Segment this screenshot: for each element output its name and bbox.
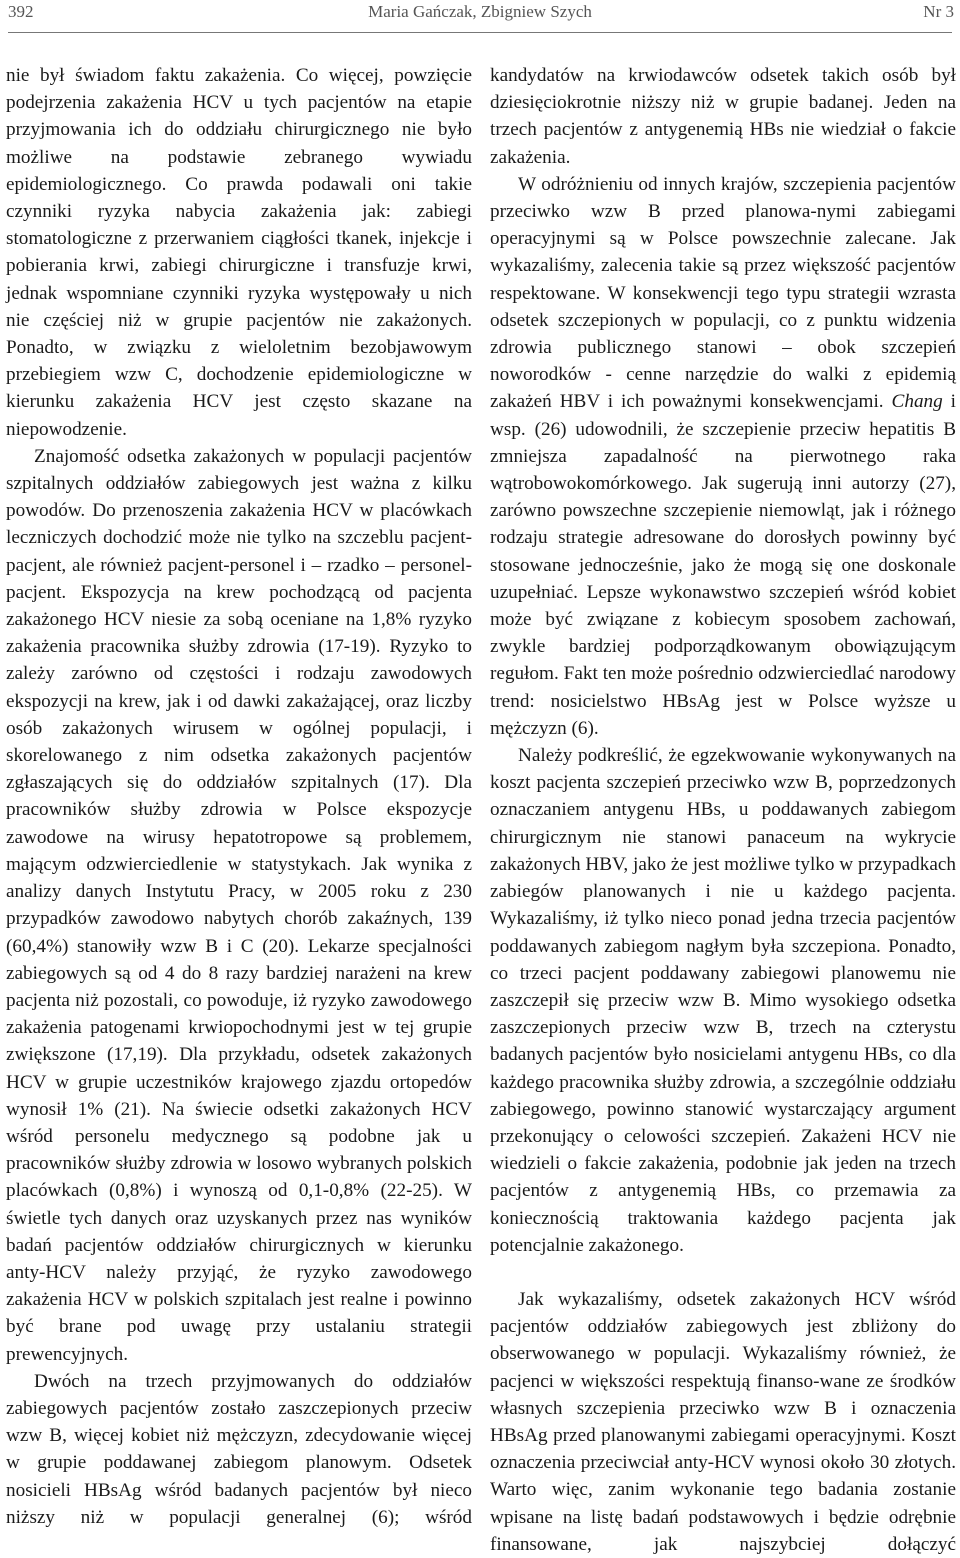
paragraph: Należy podkreślić, że egzekwowanie wykonywanych na koszt pacjenta szczepień przeciwko wzw B, poprzedzonych oznaczaniem antygenu HBs, u poddawanych zabiegom chirurgicznym nie stanowi panaceum na wykrycie zakażonych HBV, jako że jest możliwe tylko w przypadkach zabiegów planowanych i nie u każdego pacjenta. Wykazaliśmy, iż tylko nieco ponad jedna trzecia pacjentów poddawanych zabiegom nagłym była szczepiona. Ponadto, co trzeci pacjent poddawany zabiegowi planowemu nie zaszczepił się przeciw wzw B. Mimo wysokiego odsetka zaszczepionych przeciw wzw B, trzech na czterystu badanych pacjentów było nosicielami antygenu HBs, co dla każdego pracownika służby zdrowia, a szczególnie oddziału zabiegowego, powinno stanowić wystarczający argument przekonujący o celowości szczepień. Zakażeni HCV nie wiedzieli o fakcie zakażenia, podobnie jak jeden na trzech pacjentów z antygenemią HBs, co przemawia za koniecznością traktowania każdego pacjenta jak potencjalnie zakażonego. xyxy=(490,745,956,1256)
paragraph xyxy=(490,171,956,742)
paragraph: Znajomość odsetka zakażonych w populacji pacjentów szpitalnych oddziałów zabiegowych jest ważna z kilku powodów. Do przenoszenia zakażenia HCV w placówkach leczniczych dochodzić może nie tylko na szczeblu pacjent-pacjent, ale również pacjent-personel i – rzadko – personel-pacjent. Ekspozycja na krew pochodzącą od pacjenta zakażonego HCV niesie za sobą oceniane na 1,8% ryzyko zakażenia pracownika służby zdrowia (17-19). Ryzyko to zależy zarówno od częstości i rodzaju zawodowych ekspozycji na krew, jak i od dawki zakażającej, oraz liczby osób zakażonych wirusem w ogólnej populacji, i skorelowanego z nim odsetka zakażonych pacjentów zgłaszających się do oddziałów szpitalnych (17). Dla pracowników służby zdrowia w Polsce ekspozycje zawodowe na wirusy hepatotropowe są problemem, mającym odzwierciedlenie w statystykach. Jak wynika z analizy danych Instytutu Pracy, w 2005 roku z 230 przypadków zawodowo nabytych chorób zakaźnych, 139 (60,4%) stanowiły wzw B i C (20). Lekarze specjalności zabiegowych są od 4 do 8 razy bardziej narażeni na krew pacjenta niż pozostali, co powoduje, iż ryzyko zawodowego zakażenia patogenami krwiopochodnymi jest w tej grupie zwiększone (17,19). Dla przykładu, odsetek zakażonych HCV w grupie uczestników krajowego zjazdu ortopedów wynosił 1% (21). Na świecie odsetki zakażonych HCV wśród personelu medycznego są podobne jak u pracowników służby zdrowia w losowo wybranych polskich placówkach (0,8%) i wynoszą od 0,1-0,8% (22-25). W świetle tych danych oraz uzyskanych przez nas wyników badań pacjentów oddziałów chirurgicznych w kierunku anty-HCV należy przyjąć, że ryzyko zawodowego zakażenia HCV w polskich szpitalach jest realne i powinno być brane pod uwagę przy ustalaniu strategii prewencyjnych. xyxy=(6,445,472,1365)
paragraph-text: i wsp. (26) udowodnili, że szczepienie przeciw hepatitis B zmniejsza zapadalność na pierwotnego raka wątrobowokomórkowego. Jak sugerują inni autorzy (27), zarówno powszechne szczepienie niemowląt, jak i różnego rodzaju strategie adresowane do dorosłych powinny być stosowane jednocześnie, jako że mogą się one doskonale uzupełniać. Lepsze wykonawstwo szczepień wśród kobiet może być związane z kobiecym sposobem zachowań, zwykle bardziej podporządkowanym obowiązującym regułom. Fakt ten może pośrednio odzwierciedlać narodowy trend: nosicielstwo HBsAg jest w Polsce wyższe u mężczyzn (6). xyxy=(490,391,956,739)
paragraph: kandydatów na krwiodawców odsetek takich osób był dziesięciokrotnie niższy niż w grupie badanej. Jeden na trzech pacjentów z antygenemią HBs nie wiedział o fakcie zakażenia. xyxy=(490,65,956,168)
page-number: 392 xyxy=(8,2,34,21)
issue-number: Nr 3 xyxy=(923,2,954,21)
right-column xyxy=(490,62,956,1558)
author-name: Chang xyxy=(891,391,943,413)
header-rule xyxy=(8,32,952,33)
paragraph: Dwóch na trzech przyjmowanych do oddziałów zabiegowych pacjentów zostało zaszczepionych przeciw wzw B, więcej kobiet niż mężczyzn, zdecydowanie więcej w grupie poddawanej zabiegom planowym. Odsetek nosicieli HBsAg wśród badanych pacjentów był nieco niższy niż w populacji generalnej (6); wśród xyxy=(6,1370,472,1528)
page-header xyxy=(0,0,960,26)
paragraph-text: W odróżnieniu od innych krajów, szczepienia pacjentów przeciwko wzw B przed planowa-nymi zabiegami operacyjnymi są w Polsce powszechnie zalecane. Jak wykazaliśmy, zalecenia takie są przez większość pacjentów respektowane. W konsekwencji tego typu strategii wzrasta odsetek szczepionych w populacji, co z punktu widzenia zdrowia publicznego stanowi – obok szczepień noworodków - cenne narzędzie do walki z epidemią zakażeń HBV i ich poważnymi konsekwencjami. xyxy=(490,173,956,413)
paragraph: nie był świadom faktu zakażenia. Co więcej, powzięcie podejrzenia zakażenia HCV u tych pacjentów na etapie przyjmowania ich do oddziału chirurgicznego nie było możliwe na podstawie zebranego wywiadu epidemiologicznego. Co prawda podawali oni takie czynniki ryzyka nabycia zakażenia jak: zabiegi stomatologiczne z przerwaniem ciągłości tkanek, injekcje i pobierania krwi, zabiegi chirurgiczne i transfuzje krwi, jednak wspomniane czynniki ryzyka występowały u nich nie częściej niż w grupie pacjentów nie zakażonych. Ponadto, w związku z wieloletnim bezobjawowym przebiegiem wzw C, dochodzenie epidemiologiczne w kierunku zakażenia HCV jest często skazane na niepowodzenie. xyxy=(6,65,472,440)
running-head-authors: Maria Gańczak, Zbigniew Szych xyxy=(368,2,592,21)
paragraph: Jak wykazaliśmy, odsetek zakażonych HCV wśród pacjentów oddziałów zabiegowych jest zbliżony do obserwowanego w populacji. Wykazaliśmy również, że pacjenci w większości respektują finanso-wane ze środków własnych szczepienia przeciwko wzw B i oznaczenia HBsAg przed planowanymi zabiegami operacyjnymi. Koszt oznaczenia przeciwciał anty-HCV wynosi około 30 złotych. Warto więc, zanim wykonanie tego badania zostanie wpisane na listę badań podstawowych i będzie odrębnie finansowane, jak najszybciej dołączyć xyxy=(490,1288,956,1555)
left-column xyxy=(6,62,472,1531)
